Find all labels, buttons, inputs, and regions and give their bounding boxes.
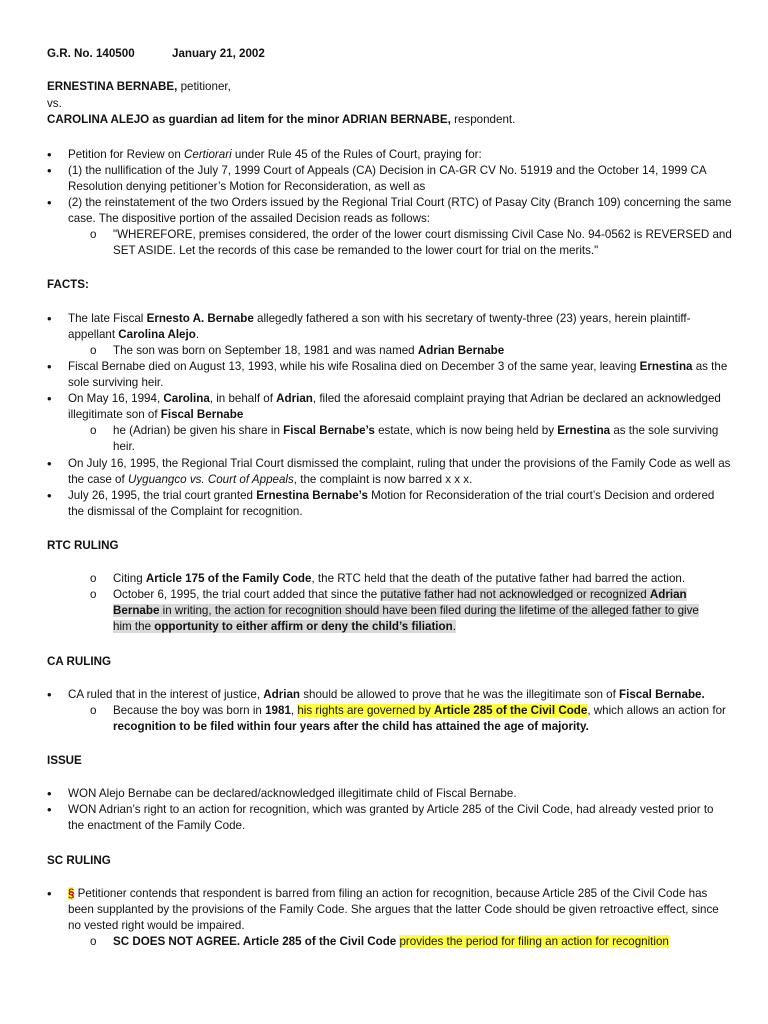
fact-name: Carolina (163, 392, 210, 405)
rtc-emphasis: opportunity to either affirm or deny the child’s filiation (154, 620, 453, 633)
fact-text: allegedly fathered a son with his secretary of twenty-three (23) years, herein plaintiff- (253, 312, 691, 325)
sub-bullet: o (90, 588, 97, 601)
fact-name: Ernestina Bernabe’s (256, 489, 368, 502)
rtc-text: in writing, the action for recognition should have been filed during the lifetime of the alleged father to give (159, 604, 699, 617)
dispositive-quote (113, 227, 732, 259)
quote-line: "WHEREFORE, premises considered, the order of the lower court dismissing Civil Case No. 94-0562 is REVERSED and (113, 228, 732, 241)
ca-text: should be allowed to prove that he was the illegitimate son of (299, 688, 620, 701)
certiorari-term: Certiorari (184, 148, 232, 161)
rtc-highlight (113, 620, 456, 633)
fact-name: Fiscal Bernabe (160, 408, 244, 421)
sub-bullet: o (90, 935, 97, 948)
bullet (47, 802, 52, 819)
fact-name: Adrian Bernabe (417, 344, 505, 357)
intro-line: (1) the nullification of the July 7, 1999 Court of Appeals (CA) Decision in CA-GR CV No. 51919 and the October 14, 1999 CA (68, 164, 707, 177)
fact-name: Ernesto A. Bernabe (146, 312, 254, 325)
issue-item-2 (68, 802, 728, 834)
fact-item-2 (68, 359, 728, 391)
fact-name: Carolina Alejo (118, 328, 196, 341)
bullet (47, 359, 52, 376)
fact-text: On July 16, 1995, the Regional Trial Court dismissed the complaint, ruling that under the provisions of the Family Code as well as (68, 457, 731, 470)
fact-text: illegitimate son of (68, 408, 161, 421)
bullet (47, 687, 52, 704)
fact-text: he (Adrian) be given his share in (113, 424, 284, 437)
fact-sub-3 (113, 423, 728, 455)
rtc-name: Adrian (649, 588, 687, 601)
rtc-text: , the RTC held that the death of the putative father had barred the action. (311, 572, 686, 585)
rtc-item-2 (113, 587, 728, 635)
case-date: January 21, 2002 (172, 47, 265, 60)
case-citation: Uyguangco vs. Court of Appeals (127, 473, 294, 486)
fact-text: the case of (68, 473, 128, 486)
fact-text: On May 16, 1994, (68, 392, 164, 405)
ca-highlight (297, 704, 587, 717)
section-mark: § (68, 887, 75, 900)
fact-item-3 (68, 391, 728, 423)
bullet (47, 391, 52, 408)
fact-name: Ernestina (557, 424, 611, 437)
ca-text: , (290, 704, 298, 717)
intro-line: case. The dispositive portion of the assailed Decision reads as follows: (68, 212, 430, 225)
sub-bullet: o (90, 704, 97, 717)
fact-text: heir. (113, 440, 135, 453)
sub-bullet: o (90, 344, 97, 357)
fact-text: as the (692, 360, 728, 373)
rtc-article: Article 175 of the Family Code (145, 572, 312, 585)
fact-text: as the sole surviving (610, 424, 719, 437)
rtc-highlight (113, 604, 699, 617)
respondent-line (47, 112, 515, 128)
bullet (47, 195, 52, 212)
quote-line: SET ASIDE. Let the records of this case be remanded to the lower court for trial on the merits." (113, 244, 599, 257)
intro-text: Petition for Review on (68, 148, 184, 161)
fact-text: , the complaint is now barred x x x. (293, 473, 473, 486)
fact-name: Ernestina (639, 360, 693, 373)
sc-text: SC DOES NOT AGREE. Article 285 of the Civil Code (113, 935, 400, 948)
bullet (47, 163, 52, 180)
petitioner-name: ERNESTINA BERNABE, (47, 80, 178, 93)
rtc-text: October 6, 1995, the trial court added that since the (113, 588, 381, 601)
sc-text: no vested right would be impaired. (68, 919, 245, 932)
intro-item-1 (68, 147, 728, 163)
sc-text: Petitioner contends that respondent is barred from filing an action for recognition, because Article 285 of the Civil Code has (74, 887, 708, 900)
bullet (47, 886, 52, 903)
sub-bullet: o (90, 572, 97, 585)
rtc-name: Bernabe (113, 604, 160, 617)
bullet (47, 311, 52, 328)
fact-item-5 (68, 488, 728, 520)
fact-sub-1 (113, 343, 728, 359)
rtc-item-1 (113, 571, 728, 587)
fact-text: July 26, 1995, the trial court granted (68, 489, 257, 502)
fact-text: . (195, 328, 200, 341)
ca-name: Adrian (263, 688, 300, 701)
bullet (47, 488, 52, 505)
rtc-text: Citing (113, 572, 146, 585)
sub-bullet: o (90, 228, 97, 241)
ca-text: Because the boy was born in (113, 704, 266, 717)
bullet (47, 456, 52, 473)
intro-line: Resolution denying petitioner’s Motion for Reconsideration, as well as (68, 180, 426, 193)
rtc-heading: RTC RULING (47, 539, 119, 552)
fact-text: Motion for Reconsideration of the trial court’s Decision and ordered (367, 489, 715, 502)
fact-item-1 (68, 311, 728, 343)
petitioner-role: petitioner, (177, 80, 231, 93)
fact-name: Adrian (276, 392, 313, 405)
fact-text: Fiscal Bernabe died on August 13, 1993, while his wife Rosalina died on December 3 of the same year, leaving (68, 360, 640, 373)
intro-item-2 (68, 163, 728, 195)
sc-text: been supplanted by the provisions of the Family Code. She argues that the latter Code should be given retroactive effect, since (68, 903, 719, 916)
bullet (47, 786, 52, 803)
ca-year: 1981 (265, 704, 291, 717)
fact-text: appellant (68, 328, 119, 341)
rtc-highlight (380, 588, 686, 601)
issue-text: WON Adrian’s right to an action for recognition, which was granted by Article 285 of the Civil Code, had already vested prior to (68, 803, 714, 816)
intro-item-3 (68, 195, 732, 227)
sub-bullet: o (90, 424, 97, 437)
versus: vs. (47, 97, 62, 110)
issue-item-1: WON Alejo Bernabe can be declared/acknowledged illegitimate child of Fiscal Bernabe. (68, 787, 517, 800)
rtc-text: him the (113, 620, 155, 633)
issue-text: the enactment of the Family Code. (68, 819, 246, 832)
bullet (47, 147, 52, 164)
rtc-text: . (452, 620, 456, 633)
fact-text: , filed the aforesaid complaint praying that Adrian be declared an acknowledged (312, 392, 721, 405)
intro-line: (2) the reinstatement of the two Orders issued by the Regional Trial Court (RTC) of Pasay City (Branch 109) concerning the same (68, 196, 732, 209)
ca-name: Fiscal Bernabe. (619, 688, 705, 701)
respondent-role: respondent. (450, 113, 516, 126)
fact-name: Fiscal Bernabe’s (283, 424, 375, 437)
issue-heading: ISSUE (47, 754, 82, 767)
fact-text: , in behalf of (209, 392, 277, 405)
ca-item-1 (68, 687, 728, 703)
ca-text: recognition to be filed within four years after the child has attained the age of majority. (113, 720, 589, 733)
fact-text: The late Fiscal (68, 312, 147, 325)
ca-text: , which allows an action for (587, 704, 726, 717)
sc-item-1 (68, 886, 728, 934)
respondent-name: CAROLINA ALEJO as guardian ad litem for the minor ADRIAN BERNABE, (47, 113, 451, 126)
ca-heading: CA RULING (47, 655, 111, 668)
facts-heading: FACTS: (47, 278, 89, 291)
fact-text: The son was born on September 18, 1981 and was named (113, 344, 418, 357)
petitioner-line (47, 79, 231, 95)
case-number: G.R. No. 140500 (47, 47, 135, 60)
ca-text: his rights are governed by (297, 704, 434, 717)
fact-text: sole surviving heir. (68, 376, 164, 389)
rtc-text: putative father had not acknowledged or recognized (380, 588, 650, 601)
ca-sub-1 (113, 703, 728, 735)
fact-text: estate, which is now being held by (374, 424, 558, 437)
sc-highlight: provides the period for filing an action for recognition (399, 935, 669, 948)
ca-text: CA ruled that in the interest of justice, (68, 688, 264, 701)
fact-text: the dismissal of the Complaint for recognition. (68, 505, 303, 518)
sc-sub-1 (113, 934, 728, 950)
ca-article: Article 285 of the Civil Code (433, 704, 588, 717)
intro-text: under Rule 45 of the Rules of Court, praying for: (231, 148, 482, 161)
fact-item-4 (68, 456, 731, 488)
sc-heading: SC RULING (47, 854, 111, 867)
